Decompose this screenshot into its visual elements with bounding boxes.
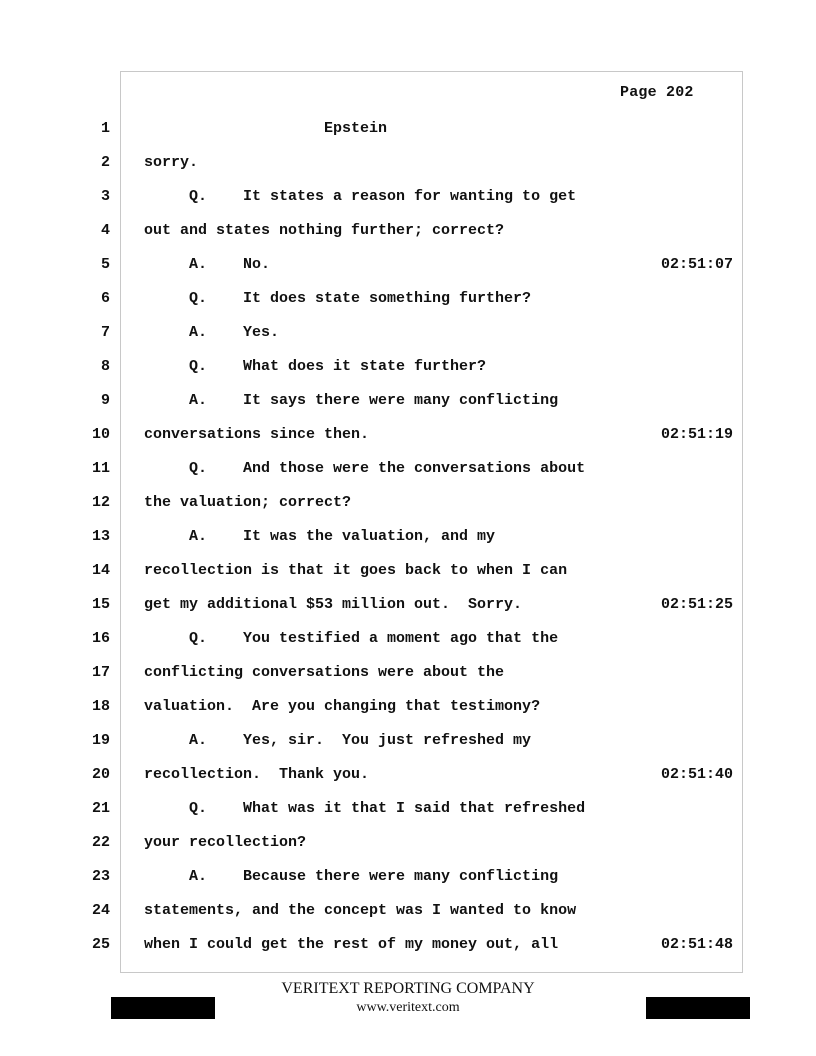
line-text: Q. You testified a moment ago that the: [144, 630, 559, 647]
redaction-bar-left: [111, 997, 215, 1019]
line-text: recollection. Thank you.: [144, 766, 370, 783]
line-number: 4: [100, 222, 110, 239]
transcript-line: [0, 868, 816, 888]
line-number: 8: [100, 358, 110, 375]
line-text: out and states nothing further; correct?: [144, 222, 505, 239]
line-text: A. Because there were many conflicting: [144, 868, 559, 885]
transcript-line: [0, 596, 816, 616]
transcript-line: [0, 528, 816, 548]
timestamp: 02:51:19: [661, 426, 734, 443]
transcript-line: [0, 494, 816, 514]
line-number: 18: [91, 698, 110, 715]
line-number: 6: [100, 290, 110, 307]
transcript-line: [0, 120, 816, 140]
line-number: 10: [91, 426, 110, 443]
line-number: 12: [91, 494, 110, 511]
line-text: conflicting conversations were about the: [144, 664, 505, 681]
line-text: get my additional $53 million out. Sorry.: [144, 596, 523, 613]
transcript-line: [0, 256, 816, 276]
transcript-line: [0, 698, 816, 718]
line-text: A. It says there were many conflicting: [144, 392, 559, 409]
transcript-line: [0, 664, 816, 684]
line-text: when I could get the rest of my money out, all: [144, 936, 559, 953]
transcript-line: [0, 902, 816, 922]
line-number: 14: [91, 562, 110, 579]
footer-url: www.veritext.com: [356, 1000, 460, 1015]
line-text: A. No.: [144, 256, 271, 273]
transcript-line: [0, 630, 816, 650]
line-number: 23: [91, 868, 110, 885]
line-text: A. Yes.: [144, 324, 280, 341]
transcript-line: [0, 766, 816, 786]
transcript-line: [0, 834, 816, 854]
page-number: Page 202: [620, 84, 694, 101]
line-text: Q. What does it state further?: [144, 358, 487, 375]
line-text: your recollection?: [144, 834, 307, 851]
line-text: valuation. Are you changing that testimony?: [144, 698, 541, 715]
timestamp: 02:51:40: [661, 766, 734, 783]
line-number: 3: [100, 188, 110, 205]
line-number: 24: [91, 902, 110, 919]
line-text: Q. And those were the conversations about: [144, 460, 586, 477]
transcript-line: [0, 392, 816, 412]
timestamp: 02:51:25: [661, 596, 734, 613]
transcript-line: [0, 732, 816, 752]
transcript-line: [0, 800, 816, 820]
transcript-line: [0, 460, 816, 480]
transcript-line: [0, 222, 816, 242]
transcript-line: [0, 358, 816, 378]
footer-company: VERITEXT REPORTING COMPANY: [281, 980, 535, 997]
line-text: Q. It does state something further?: [144, 290, 532, 307]
line-text: A. It was the valuation, and my: [144, 528, 496, 545]
line-number: 22: [91, 834, 110, 851]
line-number: 25: [91, 936, 110, 953]
transcript-line: [0, 188, 816, 208]
line-text: recollection is that it goes back to when I can: [144, 562, 568, 579]
line-text: sorry.: [144, 154, 199, 171]
transcript-line: [0, 290, 816, 310]
line-number: 1: [100, 120, 110, 137]
line-text: statements, and the concept was I wanted to know: [144, 902, 577, 919]
line-number: 2: [100, 154, 110, 171]
line-text: Q. What was it that I said that refreshed: [144, 800, 586, 817]
line-number: 15: [91, 596, 110, 613]
line-number: 21: [91, 800, 110, 817]
line-number: 16: [91, 630, 110, 647]
transcript-line: [0, 154, 816, 174]
line-number: 9: [100, 392, 110, 409]
line-text: conversations since then.: [144, 426, 370, 443]
timestamp: 02:51:48: [661, 936, 734, 953]
line-number: 11: [91, 460, 110, 477]
line-number: 19: [91, 732, 110, 749]
line-number: 13: [91, 528, 110, 545]
transcript-line: [0, 426, 816, 446]
line-number: 17: [91, 664, 110, 681]
line-number: 20: [91, 766, 110, 783]
redaction-bar-right: [646, 997, 750, 1019]
transcript-line: [0, 324, 816, 344]
line-text: Epstein: [144, 120, 388, 137]
line-number: 7: [100, 324, 110, 341]
transcript-line: [0, 562, 816, 582]
line-text: Q. It states a reason for wanting to get: [144, 188, 577, 205]
line-text: A. Yes, sir. You just refreshed my: [144, 732, 532, 749]
line-number: 5: [100, 256, 110, 273]
timestamp: 02:51:07: [661, 256, 734, 273]
transcript-line: [0, 936, 816, 956]
line-text: the valuation; correct?: [144, 494, 352, 511]
